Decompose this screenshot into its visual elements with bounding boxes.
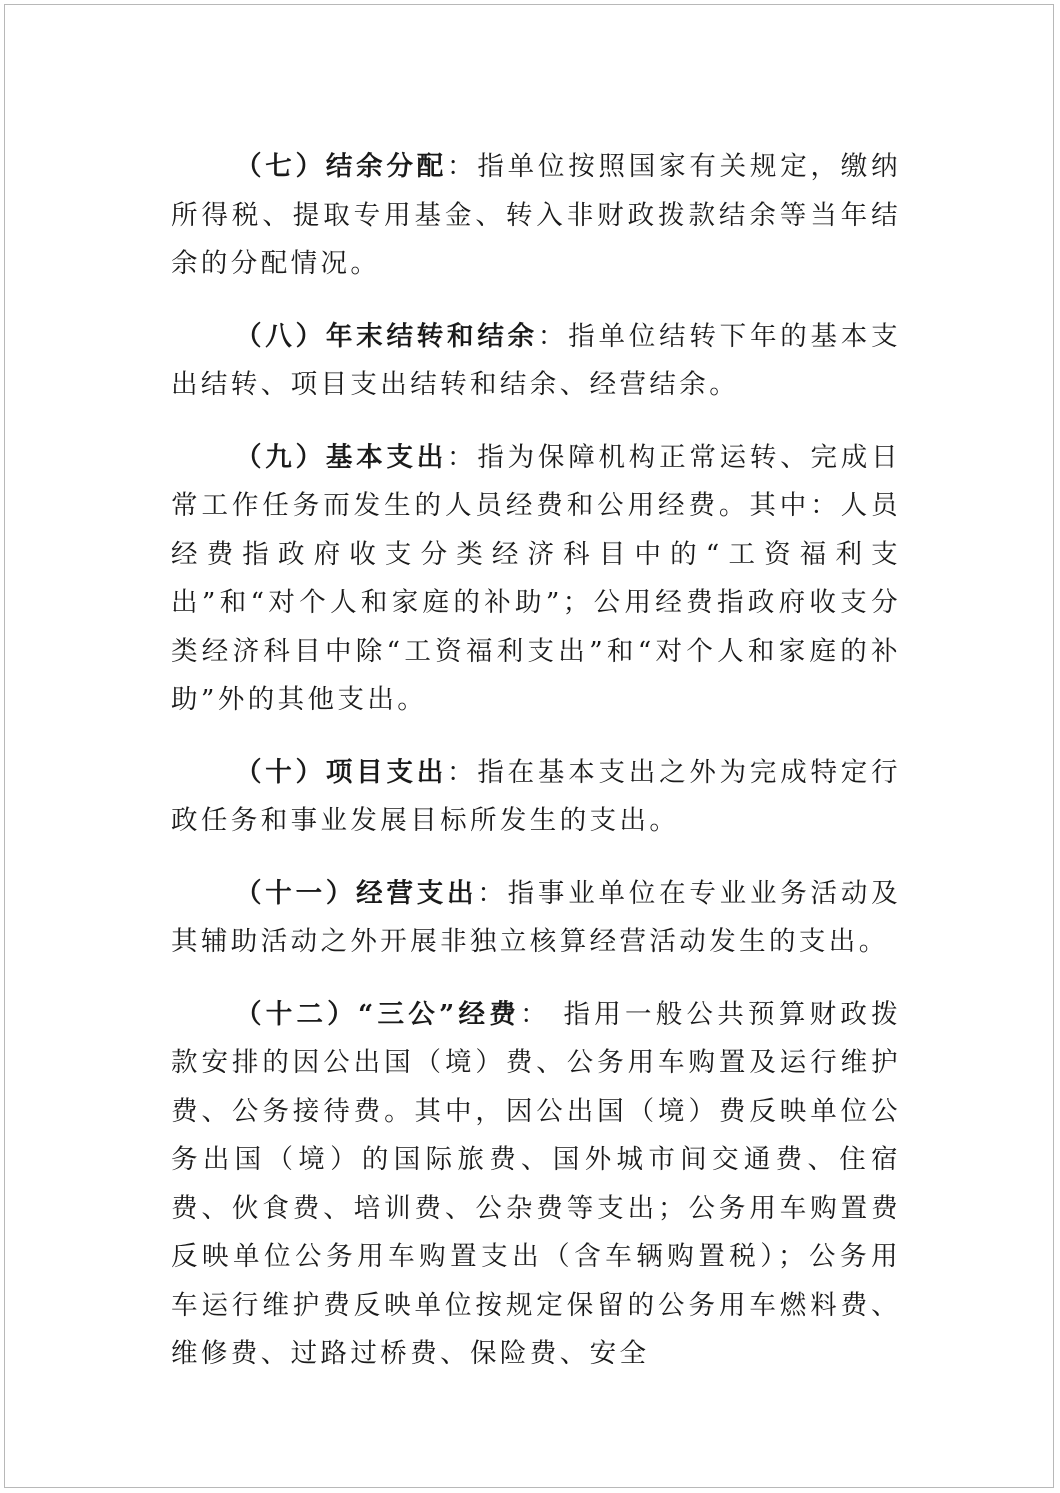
document-page (4, 4, 1054, 1488)
paragraph-text: 指在基本支出之外为完成特定行政任务和事业发展目标所发生的支出。 (171, 756, 901, 836)
paragraph-year-end-carryover (171, 313, 901, 410)
heading-separator: ： (477, 877, 508, 909)
heading-separator: ： (447, 151, 478, 182)
paragraph-heading: （十一）经营支出 (235, 877, 478, 909)
paragraph-text: 指事业单位在专业业务活动及其辅助活动之外开展非独立核算经营活动发生的支出。 (171, 877, 902, 957)
document-body (171, 143, 901, 1403)
paragraph-text: 指用一般公共预算财政拨款安排的因公出国（境）费、公务用车购置及运行维护费、公务接待费。其中，因公出国（境）费反映单位公务出国（境）的国际旅费、国外城市间交通费、住宿费、伙食费、培训费、公杂费等支出；公务用车购置费反映单位公务用车购置支出（含车辆购置税）；公务用车运行维护费反映单位按规定保留的公务用车燃料费、维修费、过路过桥费、保险费、安全 (171, 998, 901, 1369)
paragraph-text: 指单位结转下年的基本支出结转、项目支出结转和结余、经营结余。 (171, 320, 902, 400)
paragraph-three-public-expenses (171, 991, 901, 1379)
paragraph-heading: （十二）“三公”经费 (235, 998, 521, 1030)
paragraph-operating-expenditure (171, 870, 901, 967)
paragraph-text: 指单位按照国家有关规定，缴纳所得税、提取专用基金、转入非财政拨款结余等当年结余的分配情况。 (171, 151, 901, 279)
heading-separator: ： (447, 441, 478, 473)
paragraph-heading: （八）年末结转和结余 (235, 320, 538, 352)
paragraph-heading: （七）结余分配 (235, 151, 448, 182)
paragraph-surplus-distribution (171, 143, 901, 289)
paragraph-project-expenditure (171, 749, 901, 846)
paragraph-heading: （九）基本支出 (235, 441, 448, 473)
heading-separator: ： (520, 998, 564, 1030)
heading-separator: ： (447, 756, 478, 788)
paragraph-text: 指为保障机构正常运转、完成日常工作任务而发生的人员经费和公用经费。其中：人员经费指政府收支分类经济科目中的“工资福利支出”和“对个人和家庭的补助”；公用经费指政府收支分类经济科目中除“工资福利支出”和“对个人和家庭的补助”外的其他支出。 (171, 441, 901, 715)
heading-separator: ： (537, 320, 569, 352)
paragraph-heading: （十）项目支出 (235, 756, 448, 788)
paragraph-basic-expenditure (171, 434, 901, 725)
